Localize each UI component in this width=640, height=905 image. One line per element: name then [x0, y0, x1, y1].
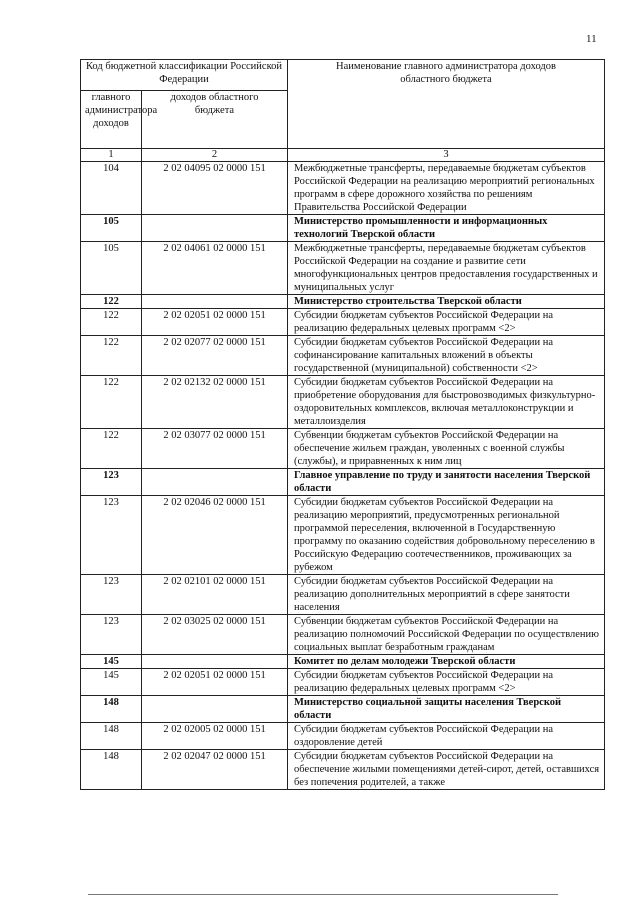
- name-cell: Министерство социальной защиты населения Тверской области: [288, 696, 605, 723]
- header-group-title: Код бюджетной классификации Российской Федерации: [81, 60, 288, 91]
- table-section-row: [81, 696, 605, 723]
- table-row: [81, 575, 605, 615]
- income-code-cell: 2 02 02051 02 0000 151: [142, 309, 288, 336]
- admin-code-cell: 105: [81, 215, 142, 242]
- income-code-cell: 2 02 02046 02 0000 151: [142, 496, 288, 575]
- admin-code-cell: 148: [81, 750, 142, 790]
- admin-code-cell: 122: [81, 376, 142, 429]
- admin-code-cell: 122: [81, 429, 142, 469]
- name-cell: Субсидии бюджетам субъектов Российской Федерации на реализацию дополнительных мероприятий в сфере занятости населения: [288, 575, 605, 615]
- income-code-cell: 2 02 03025 02 0000 151: [142, 615, 288, 655]
- admin-code-cell: 122: [81, 309, 142, 336]
- table-section-row: [81, 295, 605, 309]
- name-cell: Комитет по делам молодежи Тверской области: [288, 655, 605, 669]
- name-cell: Главное управление по труду и занятости населения Тверской области: [288, 469, 605, 496]
- table-row: [81, 615, 605, 655]
- income-code-cell: [142, 295, 288, 309]
- table-row: [81, 309, 605, 336]
- income-code-cell: [142, 215, 288, 242]
- table-section-row: [81, 215, 605, 242]
- name-cell: Субвенции бюджетам субъектов Российской Федерации на реализацию полномочий Российской Федерации по осуществлению социальных выплат безработным гражданам: [288, 615, 605, 655]
- table-row: [81, 162, 605, 215]
- column-number-1: 1: [81, 149, 142, 162]
- admin-code-cell: 148: [81, 696, 142, 723]
- admin-code-cell: 122: [81, 336, 142, 376]
- income-code-cell: 2 02 03077 02 0000 151: [142, 429, 288, 469]
- table-row: [81, 750, 605, 790]
- income-code-cell: [142, 655, 288, 669]
- admin-code-cell: 145: [81, 669, 142, 696]
- table-row: [81, 723, 605, 750]
- table-row: [81, 669, 605, 696]
- header-admin-column: главного администратора доходов: [81, 91, 142, 149]
- name-cell: Субсидии бюджетам субъектов Российской Федерации на приобретение оборудования для быстровозводимых физкультурно-оздоровительных комплексов, включая металлоконструкции и металлоизделия: [288, 376, 605, 429]
- table-row: [81, 429, 605, 469]
- income-code-cell: 2 02 02005 02 0000 151: [142, 723, 288, 750]
- table-section-row: [81, 655, 605, 669]
- income-code-cell: 2 02 04095 02 0000 151: [142, 162, 288, 215]
- header-name-column: Наименование главного администратора доходов областного бюджета: [288, 60, 605, 149]
- admin-code-cell: 104: [81, 162, 142, 215]
- name-cell: Министерство строительства Тверской области: [288, 295, 605, 309]
- name-cell: Субсидии бюджетам субъектов Российской Федерации на реализацию мероприятий, предусмотренных региональной программой переселения, включенной в Государственную программу по оказанию содействия добровольному переселению в Российскую Федерацию соотечественников, проживающих за рубежом: [288, 496, 605, 575]
- table-row: [81, 242, 605, 295]
- name-cell: Субвенции бюджетам субъектов Российской Федерации на обеспечение жильем граждан, уволенных с военной службы (службы), и приравненных к ним лиц: [288, 429, 605, 469]
- income-code-cell: 2 02 04061 02 0000 151: [142, 242, 288, 295]
- name-cell: Министерство промышленности и информационных технологий Тверской области: [288, 215, 605, 242]
- income-code-cell: [142, 696, 288, 723]
- table-row: [81, 336, 605, 376]
- name-cell: Субсидии бюджетам субъектов Российской Федерации на реализацию федеральных целевых программ <2>: [288, 669, 605, 696]
- name-cell: Субсидии бюджетам субъектов Российской Федерации на реализацию федеральных целевых программ <2>: [288, 309, 605, 336]
- income-code-cell: 2 02 02047 02 0000 151: [142, 750, 288, 790]
- budget-codes-table: [80, 59, 605, 790]
- admin-code-cell: 105: [81, 242, 142, 295]
- income-code-cell: 2 02 02132 02 0000 151: [142, 376, 288, 429]
- admin-code-cell: 122: [81, 295, 142, 309]
- income-code-cell: 2 02 02101 02 0000 151: [142, 575, 288, 615]
- table-row: [81, 496, 605, 575]
- name-cell: Субсидии бюджетам субъектов Российской Федерации на оздоровление детей: [288, 723, 605, 750]
- table-row: [81, 376, 605, 429]
- income-code-cell: [142, 469, 288, 496]
- page-number: 11: [586, 33, 597, 45]
- income-code-cell: 2 02 02051 02 0000 151: [142, 669, 288, 696]
- admin-code-cell: 123: [81, 615, 142, 655]
- admin-code-cell: 123: [81, 469, 142, 496]
- column-number-3: 3: [288, 149, 605, 162]
- admin-code-cell: 123: [81, 496, 142, 575]
- income-code-cell: 2 02 02077 02 0000 151: [142, 336, 288, 376]
- admin-code-cell: 148: [81, 723, 142, 750]
- bottom-rule: [88, 894, 558, 895]
- header-income-column: доходов областного бюджета: [142, 91, 288, 149]
- table-section-row: [81, 469, 605, 496]
- admin-code-cell: 145: [81, 655, 142, 669]
- name-cell: Межбюджетные трансферты, передаваемые бюджетам субъектов Российской Федерации на создание и развитие сети многофункциональных центров предоставления государственных и муниципальных услуг: [288, 242, 605, 295]
- column-number-2: 2: [142, 149, 288, 162]
- name-cell: Субсидии бюджетам субъектов Российской Федерации на софинансирование капитальных вложений в объекты государственной (муниципальной) собственности <2>: [288, 336, 605, 376]
- name-cell: Субсидии бюджетам субъектов Российской Федерации на обеспечение жилыми помещениями детей-сирот, детей, оставшихся без попечения родителей, а также: [288, 750, 605, 790]
- admin-code-cell: 123: [81, 575, 142, 615]
- name-cell: Межбюджетные трансферты, передаваемые бюджетам субъектов Российской Федерации на реализацию мероприятий региональных программ в сфере дорожного хозяйства по решениям Правительства Российской Федерации: [288, 162, 605, 215]
